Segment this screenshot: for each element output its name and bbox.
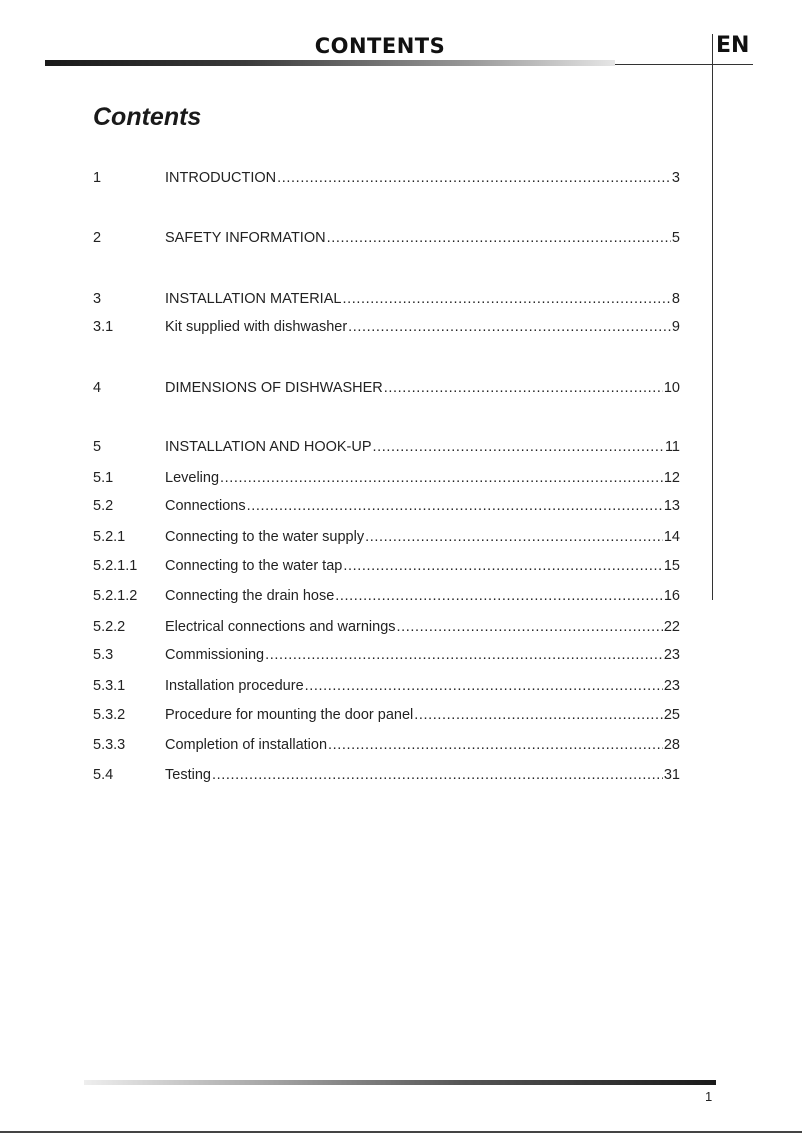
toc-leader bbox=[328, 735, 663, 755]
toc-title: Procedure for mounting the door panel bbox=[165, 707, 414, 723]
toc-leader bbox=[365, 527, 663, 547]
toc-page: 28 bbox=[663, 737, 680, 753]
toc-page: 25 bbox=[663, 707, 680, 723]
toc-number: 5.3.2 bbox=[93, 707, 126, 723]
toc-title: INSTALLATION MATERIAL bbox=[165, 291, 342, 307]
toc-page: 31 bbox=[663, 767, 680, 783]
toc-title: Commissioning bbox=[165, 647, 265, 663]
toc-leader bbox=[348, 317, 671, 337]
toc-title: Kit supplied with dishwasher bbox=[165, 319, 348, 335]
header-title: CONTENTS bbox=[314, 34, 446, 58]
toc-page: 9 bbox=[671, 319, 680, 335]
toc-title: Leveling bbox=[165, 470, 220, 486]
toc-entry[interactable] bbox=[93, 617, 680, 637]
toc-page: 15 bbox=[663, 558, 680, 574]
toc-entry[interactable] bbox=[93, 765, 680, 785]
toc-number: 3.1 bbox=[93, 319, 114, 335]
toc-number: 5.2.1.2 bbox=[93, 588, 138, 604]
toc-entry[interactable] bbox=[93, 527, 680, 547]
toc-leader bbox=[414, 705, 663, 725]
toc-entry[interactable] bbox=[93, 496, 680, 516]
toc-entry[interactable] bbox=[93, 586, 680, 606]
toc-number: 5.1 bbox=[93, 470, 114, 486]
toc-leader bbox=[343, 556, 663, 576]
toc-number: 5.2.1 bbox=[93, 529, 126, 545]
language-code: EN bbox=[716, 33, 750, 58]
toc-entry[interactable] bbox=[93, 705, 680, 725]
toc-page: 3 bbox=[671, 170, 680, 186]
toc-title: Testing bbox=[165, 767, 211, 783]
toc-number: 1 bbox=[93, 170, 102, 186]
toc-leader bbox=[335, 586, 663, 606]
side-rule bbox=[712, 34, 713, 600]
toc-leader bbox=[305, 676, 663, 696]
toc-page: 8 bbox=[671, 291, 680, 307]
toc-title: Connecting to the water tap bbox=[165, 558, 343, 574]
toc-entry[interactable] bbox=[93, 645, 680, 665]
bottom-rule bbox=[0, 1131, 802, 1133]
page-heading: Contents bbox=[93, 103, 202, 131]
toc-page: 12 bbox=[663, 470, 680, 486]
toc-leader bbox=[384, 378, 663, 398]
toc-number: 5.2.2 bbox=[93, 619, 126, 635]
toc-entry[interactable] bbox=[93, 468, 680, 488]
toc-title: Installation procedure bbox=[165, 678, 304, 694]
toc-title: INTRODUCTION bbox=[165, 170, 277, 186]
toc-entry[interactable] bbox=[93, 168, 680, 188]
toc-leader bbox=[212, 765, 663, 785]
toc-number: 4 bbox=[93, 380, 102, 396]
toc-page: 11 bbox=[664, 439, 680, 455]
toc-leader bbox=[327, 228, 671, 248]
toc-entry[interactable] bbox=[93, 437, 680, 457]
toc-leader bbox=[220, 468, 663, 488]
toc-page: 22 bbox=[663, 619, 680, 635]
toc-number: 5.3.1 bbox=[93, 678, 126, 694]
toc-entry[interactable] bbox=[93, 735, 680, 755]
toc-title: Connecting to the water supply bbox=[165, 529, 365, 545]
toc-page: 5 bbox=[671, 230, 680, 246]
toc-page: 23 bbox=[663, 678, 680, 694]
toc-entry[interactable] bbox=[93, 317, 680, 337]
toc-entry[interactable] bbox=[93, 676, 680, 696]
toc-page: 23 bbox=[663, 647, 680, 663]
header-rule bbox=[615, 64, 753, 65]
toc-leader bbox=[342, 289, 670, 309]
toc-number: 5.4 bbox=[93, 767, 114, 783]
toc-title: Connecting the drain hose bbox=[165, 588, 335, 604]
toc-number: 3 bbox=[93, 291, 102, 307]
toc-page: 16 bbox=[663, 588, 680, 604]
toc-title: Electrical connections and warnings bbox=[165, 619, 396, 635]
toc-entry[interactable] bbox=[93, 556, 680, 576]
toc-number: 5 bbox=[93, 439, 102, 455]
toc-number: 5.3 bbox=[93, 647, 114, 663]
toc-number: 5.3.3 bbox=[93, 737, 126, 753]
toc-title: INSTALLATION AND HOOK-UP bbox=[165, 439, 372, 455]
toc-page: 10 bbox=[663, 380, 680, 396]
toc-number: 2 bbox=[93, 230, 102, 246]
toc-leader bbox=[373, 437, 664, 457]
toc-entry[interactable] bbox=[93, 228, 680, 248]
toc-title: SAFETY INFORMATION bbox=[165, 230, 326, 246]
toc-leader bbox=[397, 617, 663, 637]
toc-title: DIMENSIONS OF DISHWASHER bbox=[165, 380, 383, 396]
toc-number: 5.2 bbox=[93, 498, 114, 514]
header-bar bbox=[45, 60, 615, 66]
page-number: 1 bbox=[705, 1089, 713, 1104]
toc-leader bbox=[265, 645, 663, 665]
toc-leader bbox=[247, 496, 663, 516]
toc-page: 13 bbox=[663, 498, 680, 514]
toc-title: Completion of installation bbox=[165, 737, 328, 753]
footer-bar bbox=[84, 1080, 716, 1085]
toc-entry[interactable] bbox=[93, 289, 680, 309]
toc-title: Connections bbox=[165, 498, 246, 514]
toc-page: 14 bbox=[663, 529, 680, 545]
toc-entry[interactable] bbox=[93, 378, 680, 398]
toc-number: 5.2.1.1 bbox=[93, 558, 138, 574]
toc-leader bbox=[277, 168, 671, 188]
